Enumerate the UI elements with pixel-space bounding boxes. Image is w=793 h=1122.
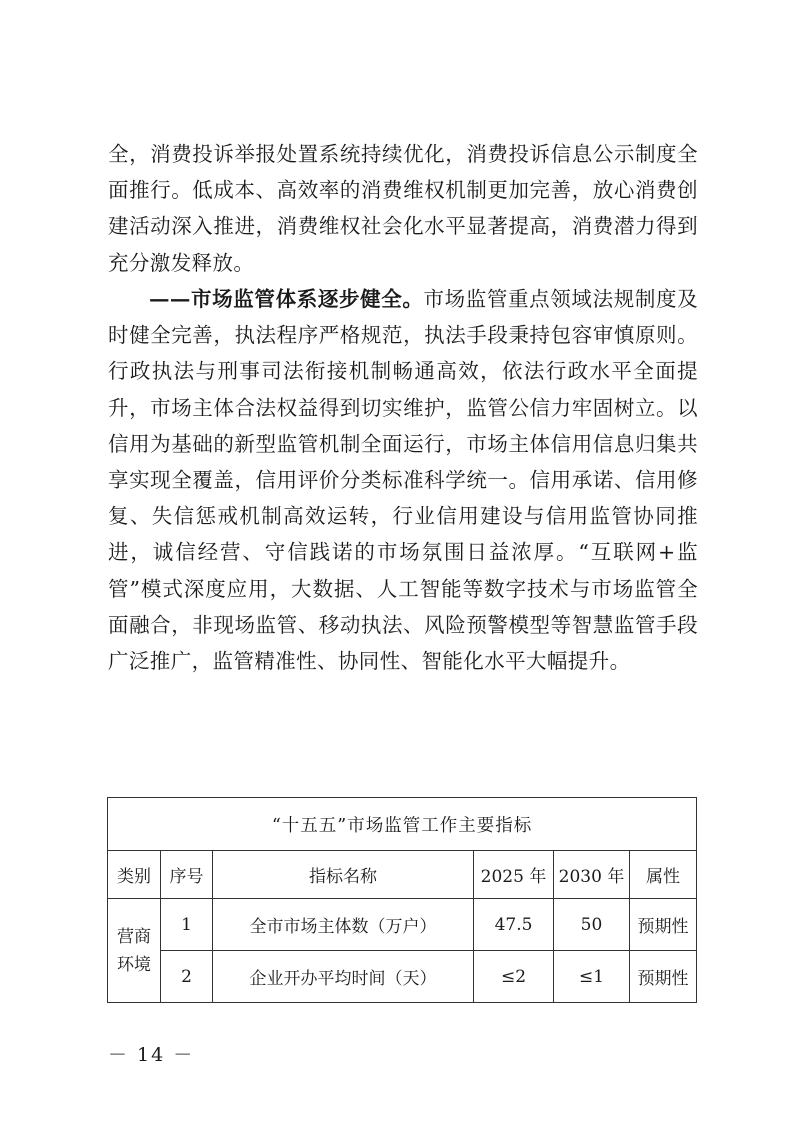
header-seq: 序号	[161, 851, 213, 899]
indicators-table-wrapper	[107, 797, 696, 1003]
table-row	[108, 899, 697, 951]
header-2030: 2030 年	[554, 851, 630, 899]
category-line-2: 环境	[117, 954, 151, 975]
row-indicator-name: 全市市场主体数（万户）	[213, 899, 474, 951]
header-attribute: 属性	[630, 851, 697, 899]
indicators-table	[107, 797, 697, 1003]
paragraph-market-regulation-system	[108, 281, 698, 679]
row-value-2025: ≤2	[474, 951, 554, 1003]
row-seq: 2	[161, 951, 213, 1003]
row-value-2030: 50	[554, 899, 630, 951]
paragraph-lead-heading: ——市场监管体系逐步健全。	[149, 287, 424, 311]
header-category: 类别	[108, 851, 161, 899]
row-indicator-name: 企业开办平均时间（天）	[213, 951, 474, 1003]
table-row	[108, 951, 697, 1003]
header-indicator-name: 指标名称	[213, 851, 474, 899]
category-line-1: 营商	[117, 926, 151, 947]
row-attribute: 预期性	[630, 951, 697, 1003]
paragraph-body-text: 市场监管重点领域法规制度及时健全完善，执法程序严格规范，执法手段秉持包容审慎原则。行政执法与刑事司法衔接机制畅通高效，依法行政水平全面提升，市场主体合法权益得到切实维护，监管公信力牢固树立。以信用为基础的新型监管机制全面运行，市场主体信用信息归集共享实现全覆盖，信用评价分类标准科学统一。信用承诺、信用修复、失信惩戒机制高效运转，行业信用建设与信用监管协同推进，诚信经营、守信践诺的市场氛围日益浓厚。“互联网+监管”模式深度应用，大数据、人工智能等数字技术与市场监管全面融合，非现场监管、移动执法、风险预警模型等智慧监管手段广泛推广，监管精准性、协同性、智能化水平大幅提升。	[108, 287, 698, 674]
header-2025: 2025 年	[474, 851, 554, 899]
page-number: － 14 －	[108, 1044, 195, 1066]
table-header-row	[108, 851, 697, 899]
paragraph-consumer-rights: 全，消费投诉举报处置系统持续优化，消费投诉信息公示制度全面推行。低成本、高效率的消费维权机制更加完善，放心消费创建活动深入推进，消费维权社会化水平显著提高，消费潜力得到充分激发释放。	[108, 142, 698, 275]
table-caption: “十五五”市场监管工作主要指标	[108, 798, 697, 851]
table-caption-row	[108, 798, 697, 851]
row-attribute: 预期性	[630, 899, 697, 951]
row-value-2025: 47.5	[474, 899, 554, 951]
row-seq: 1	[161, 899, 213, 951]
row-value-2030: ≤1	[554, 951, 630, 1003]
category-cell-business-environment	[108, 899, 161, 1003]
